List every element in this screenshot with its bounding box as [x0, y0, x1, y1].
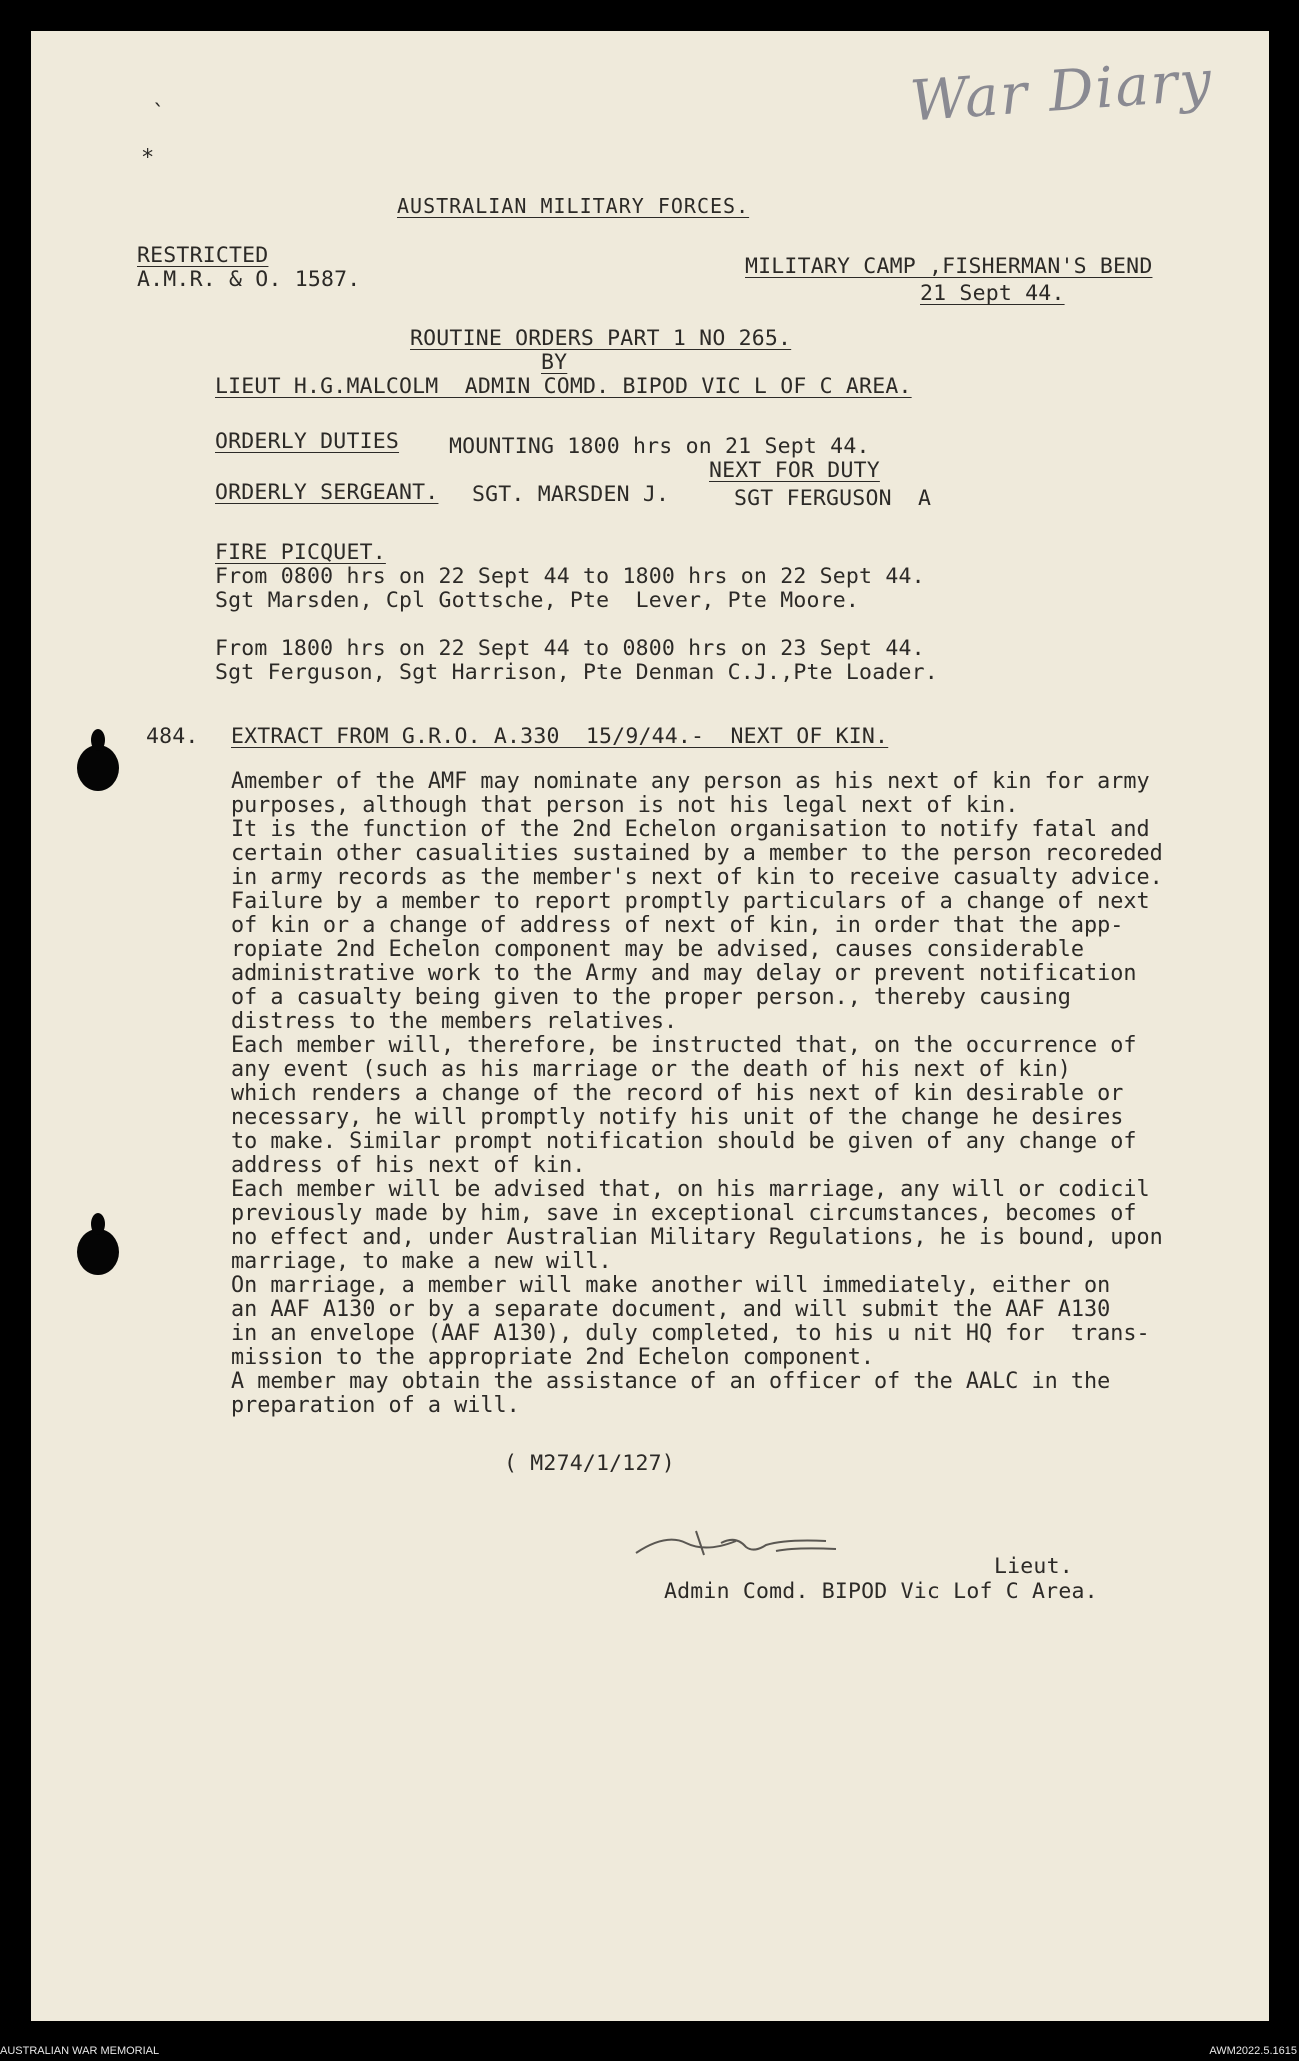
body-line: Each member will, therefore, be instructed that, on the occurrence of [231, 1033, 1137, 1058]
body-line: which renders a change of the record of his next of kin desirable or [231, 1081, 1124, 1106]
document-heading: AUSTRALIAN MILITARY FORCES. [397, 194, 750, 218]
item-body [231, 771, 1191, 1471]
orders-title: ROUTINE ORDERS PART 1 NO 265. [410, 326, 792, 351]
body-line: to make. Similar prompt notification should be given of any change of [231, 1129, 1137, 1154]
signature-title: Admin Comd. BIPOD Vic Lof C Area. [664, 1579, 1098, 1604]
body-line: It is the function of the 2nd Echelon organisation to notify fatal and [231, 817, 1150, 842]
next-for-duty-label: NEXT FOR DUTY [709, 458, 880, 483]
body-line: previously made by him, save in exceptional circumstances, becomes of [231, 1201, 1137, 1226]
body-line: any event (such as his marriage or the death of his next of kin) [231, 1057, 1071, 1082]
body-line: certain other casualities sustained by a member to the person recoreded [231, 841, 1163, 866]
body-line: Failure by a member to report promptly particulars of a change of next [231, 889, 1150, 914]
body-line: ropiate 2nd Echelon component may be advised, causes considerable [231, 937, 1084, 962]
body-line: an AAF A130 or by a separate document, and will submit the AAF A130 [231, 1297, 1111, 1322]
orderly-sergeant-label: ORDERLY SERGEANT. [215, 480, 439, 505]
body-line: mission to the appropriate 2nd Echelon component. [231, 1345, 875, 1370]
body-line: of a casualty being given to the proper person., thereby causing [231, 985, 1071, 1010]
body-line: no effect and, under Australian Military Regulations, he is bound, upon [231, 1225, 1163, 1250]
orderly-duties-text: MOUNTING 1800 hrs on 21 Sept 44. [449, 434, 870, 459]
item-number: 484. [146, 724, 199, 749]
body-line: A member may obtain the assistance of an officer of the AALC in the [231, 1369, 1111, 1394]
pin-mark: ˎ [151, 81, 165, 106]
item-title: EXTRACT FROM G.R.O. A.330 15/9/44.- NEXT OF KIN. [231, 724, 889, 749]
item-reference: ( M274/1/127) [504, 1451, 675, 1476]
camp-location: MILITARY CAMP ,FISHERMAN'S BEND [745, 254, 1153, 279]
punch-hole [77, 745, 119, 791]
footer [0, 2031, 1299, 2061]
body-line: necessary, he will promptly notify his unit of the change he desires [231, 1105, 1124, 1130]
body-line: preparation of a will. [231, 1393, 520, 1418]
orderly-duties-label: ORDERLY DUTIES [215, 429, 400, 454]
body-line: in army records as the member's next of kin to receive casualty advice. [231, 865, 1163, 890]
next-for-duty-name: SGT FERGUSON A [734, 486, 932, 511]
signature-scribble [626, 1513, 876, 1573]
orders-issuer: LIEUT H.G.MALCOLM ADMIN COMD. BIPOD VIC L OF C AREA. [215, 374, 912, 399]
body-line: distress to the members relatives. [231, 1009, 678, 1034]
handwritten-note: War Diary [907, 48, 1215, 135]
body-line: of kin or a change of address of next of kin, in order that the app- [231, 913, 1124, 938]
orders-by: BY [541, 350, 568, 375]
body-line: address of his next of kin. [231, 1153, 586, 1178]
orderly-sergeant-name: SGT. MARSDEN J. [472, 482, 670, 507]
body-line: purposes, although that person is not his legal next of kin. [231, 793, 1019, 818]
fire-picquet-label: FIRE PICQUET. [215, 540, 386, 565]
fire-picquet-line: From 0800 hrs on 22 Sept 44 to 1800 hrs on 22 Sept 44. [215, 564, 925, 589]
classification: RESTRICTED [137, 243, 269, 268]
reference-code: A.M.R. & O. 1587. [137, 267, 361, 292]
body-line: Each member will be advised that, on his marriage, any will or codicil [231, 1177, 1150, 1202]
fire-picquet-line: Sgt Marsden, Cpl Gottsche, Pte Lever, Pte Moore. [215, 588, 860, 613]
punch-hole [77, 1229, 119, 1275]
document-page [31, 31, 1269, 2021]
body-line: administrative work to the Army and may delay or prevent notification [231, 961, 1137, 986]
fire-picquet-line: From 1800 hrs on 22 Sept 44 to 0800 hrs on 23 Sept 44. [215, 636, 925, 661]
footer-accession: AWM2022.5.1615 [1209, 2045, 1297, 2057]
body-line: marriage, to make a new will. [231, 1249, 612, 1274]
signature-rank: Lieut. [994, 1554, 1073, 1579]
body-line: Amember of the AMF may nominate any person as his next of kin for army [231, 769, 1150, 794]
pin-mark: ∗ [141, 141, 155, 166]
body-line: On marriage, a member will make another will immediately, either on [231, 1273, 1111, 1298]
document-date: 21 Sept 44. [920, 281, 1065, 306]
body-line: in an envelope (AAF A130), duly completed, to his u nit HQ for trans- [231, 1321, 1150, 1346]
footer-credit: AUSTRALIAN WAR MEMORIAL [0, 2045, 160, 2057]
fire-picquet-line: Sgt Ferguson, Sgt Harrison, Pte Denman C.J.,Pte Loader. [215, 660, 938, 685]
